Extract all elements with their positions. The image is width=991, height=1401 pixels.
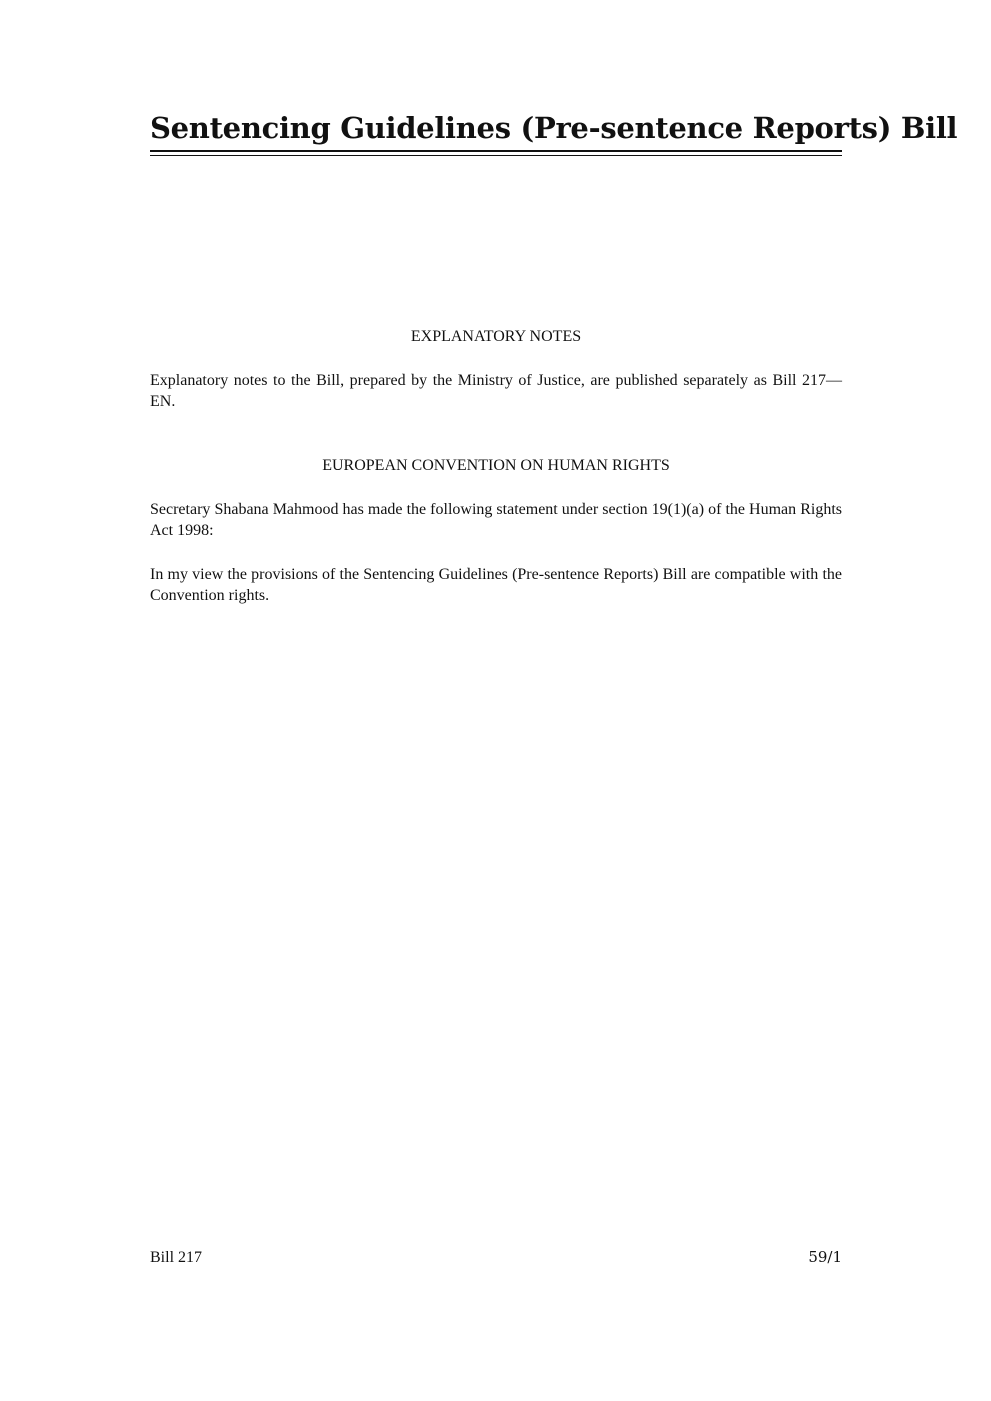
bill-number: Bill 217 [150,1249,203,1266]
echr-statement-paragraph: Secretary Shabana Mahmood has made the following statement under section 19(1)(a) of the Human Rights Act 1998: [150,501,842,539]
title-rule-thick [150,150,842,152]
title-block [150,108,958,156]
document-body [150,326,842,606]
print-reference: 59/1 [808,1248,842,1266]
echr-heading: EUROPEAN CONVENTION ON HUMAN RIGHTS [322,457,670,474]
page-title: Sentencing Guidelines (Pre-sentence Reports) Bill [150,111,958,145]
page-footer [150,1247,842,1268]
echr-view-paragraph: In my view the provisions of the Sentencing Guidelines (Pre-sentence Reports) Bill are compatible with the Convention rights. [150,566,842,604]
title-rule-thin [150,155,842,156]
explanatory-notes-paragraph: Explanatory notes to the Bill, prepared by the Ministry of Justice, are published separately as Bill 217—EN. [150,372,842,410]
explanatory-notes-heading: EXPLANATORY NOTES [410,328,582,345]
